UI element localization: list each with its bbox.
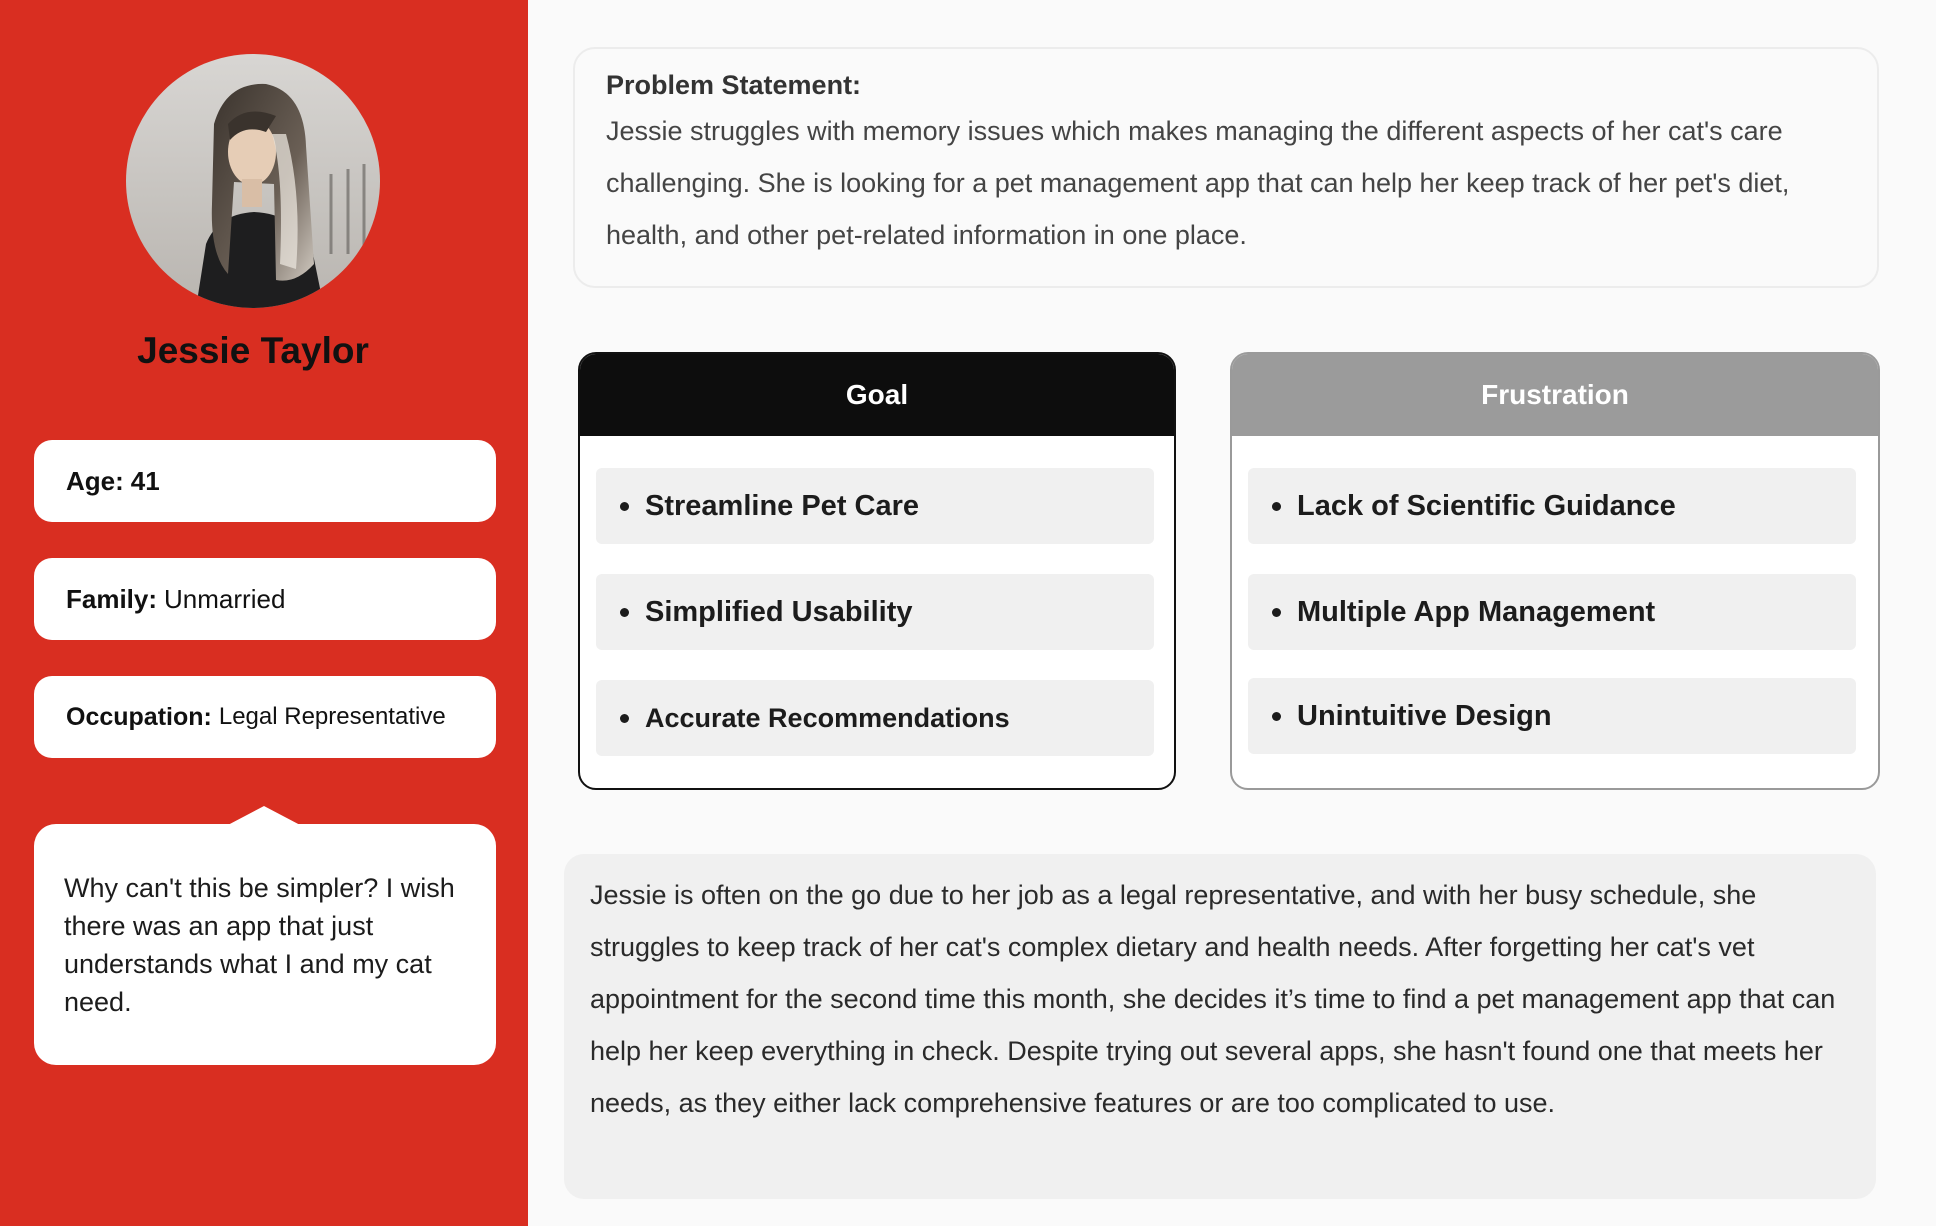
bullet-icon: [620, 608, 629, 617]
goal-item: [596, 680, 1154, 756]
age-label: Age:: [66, 465, 124, 496]
problem-statement-card: [573, 47, 1879, 288]
avatar: [126, 54, 380, 308]
goal-item: [596, 574, 1154, 650]
goal-item-label: Streamline Pet Care: [645, 489, 920, 522]
frustration-title: Frustration: [1232, 354, 1878, 436]
occupation-card: [34, 676, 496, 758]
goal-item: [596, 468, 1154, 544]
quote-bubble-tail: [226, 806, 302, 826]
scenario-text: Jessie is often on the go due to her job as a legal representative, and with her busy schedule, she struggles to keep track of her cat's complex dietary and health needs. After forgetting her cat's vet appointment for the second time this month, she decides it’s time to find a pet management app that can help her keep everything in check. Despite trying out several apps, she hasn't found one that meets her needs, as they either lack comprehensive features or are too complicated to use.: [564, 854, 1876, 1199]
bullet-icon: [1272, 712, 1281, 721]
frustration-panel: [1230, 352, 1880, 790]
bullet-icon: [620, 714, 629, 723]
family-value: Unmarried: [164, 583, 286, 614]
frustration-item: [1248, 468, 1856, 544]
bullet-icon: [620, 502, 629, 511]
frustration-item-label: Multiple App Management: [1297, 595, 1656, 628]
frustration-item-label: Lack of Scientific Guidance: [1297, 489, 1676, 522]
bullet-icon: [1272, 608, 1281, 617]
family-label: Family:: [66, 583, 158, 614]
goal-item-label: Simplified Usability: [645, 595, 913, 628]
occupation-value: Legal Representative: [218, 703, 446, 730]
family-card: [34, 558, 496, 640]
occupation-label: Occupation:: [66, 702, 212, 731]
frustration-item: [1248, 574, 1856, 650]
persona-quote: Why can't this be simpler? I wish there was an app that just understands what I and my cat need.: [34, 824, 496, 1065]
problem-statement-text: Jessie struggles with memory issues which makes managing the different aspects of her cat's care challenging. She is looking for a pet management app that can help her keep track of her pet's diet, health, and other pet-related information in one place.: [606, 116, 1790, 250]
goal-item-label: Accurate Recommendations: [645, 702, 1010, 733]
persona-name: Jessie Taylor: [137, 330, 369, 371]
bullet-icon: [1272, 502, 1281, 511]
age-value: 41: [130, 465, 160, 496]
persona-sidebar: [0, 0, 528, 1226]
age-card: [34, 440, 496, 522]
goal-title: Goal: [580, 354, 1174, 436]
avatar-photo: [126, 54, 380, 308]
frustration-item: [1248, 678, 1856, 754]
frustration-item-label: Unintuitive Design: [1297, 699, 1552, 732]
goal-panel: [578, 352, 1176, 790]
problem-statement-label: Problem Statement:: [606, 70, 862, 100]
